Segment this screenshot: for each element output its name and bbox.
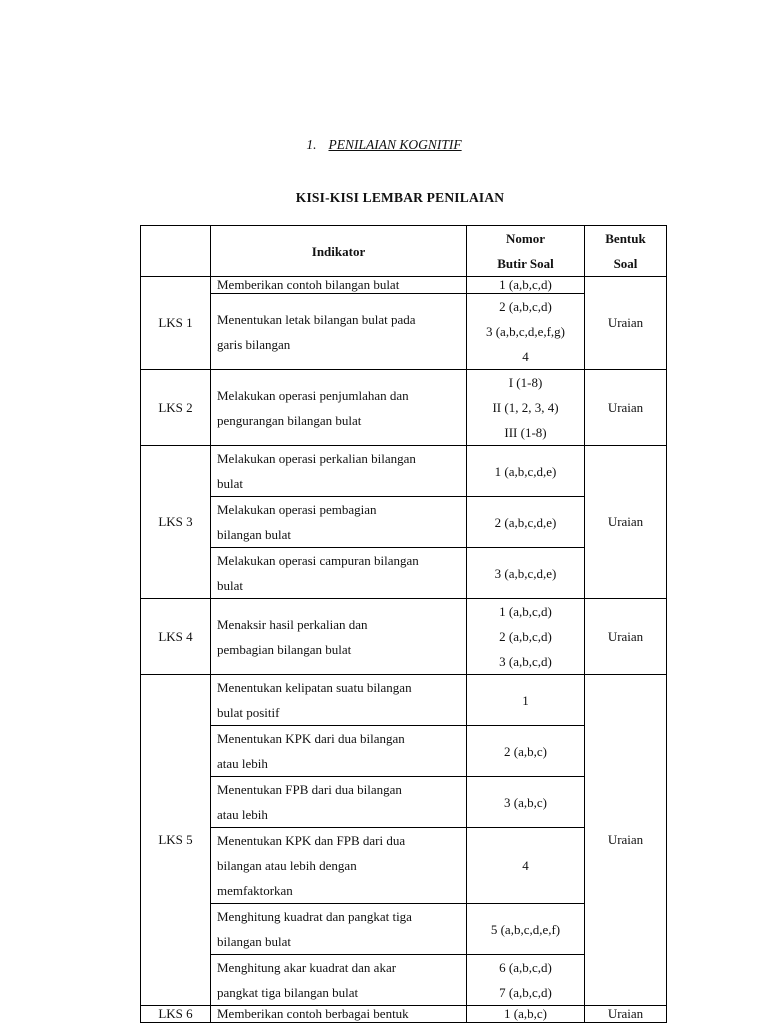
header-nomor-line2: Butir Soal <box>497 256 554 271</box>
lks3-label: LKS 3 <box>141 446 211 599</box>
lks3-indicator-1-line1: Melakukan operasi perkalian bilangan <box>217 451 416 466</box>
lks5-label: LKS 5 <box>141 675 211 1006</box>
lks1-item-2 <box>467 294 585 370</box>
lks1-item-1: 1 (a,b,c,d) <box>467 277 585 294</box>
lks3-item-1: 1 (a,b,c,d,e) <box>467 446 585 497</box>
table-row <box>141 1006 667 1023</box>
lks4-item-line2: 2 (a,b,c,d) <box>499 629 552 644</box>
lks5-indicator-5-line1: Menghitung kuadrat dan pangkat tiga <box>217 909 412 924</box>
table-row <box>141 370 667 446</box>
lks4-bentuk: Uraian <box>585 599 667 675</box>
lks4-item-line3: 3 (a,b,c,d) <box>499 654 552 669</box>
lks5-item-6 <box>467 955 585 1006</box>
lks5-indicator-4-line1: Menentukan KPK dan FPB dari dua <box>217 833 406 848</box>
lks1-item-2-line1: 2 (a,b,c,d) <box>499 299 552 314</box>
lks5-indicator-1 <box>211 675 467 726</box>
lks2-indicator <box>211 370 467 446</box>
lks5-indicator-3-line2: atau lebih <box>217 807 268 822</box>
lks6-label: LKS 6 <box>141 1006 211 1023</box>
table-row <box>141 446 667 497</box>
lks6-indicator: Memberikan contoh berbagai bentuk <box>211 1006 467 1023</box>
lks5-indicator-5-line2: bilangan bulat <box>217 934 292 949</box>
lks6-item: 1 (a,b,c) <box>467 1006 585 1023</box>
lks5-indicator-6-line2: pangkat tiga bilangan bulat <box>217 985 359 1000</box>
lks1-item-2-line2: 3 (a,b,c,d,e,f,g) <box>485 324 566 339</box>
lks4-indicator <box>211 599 467 675</box>
header-indikator: Indikator <box>211 226 467 277</box>
lks2-item-line1: I (1-8) <box>508 375 543 390</box>
lks3-indicator-3 <box>211 548 467 599</box>
section-number: 1. <box>306 137 317 152</box>
lks3-indicator-2-line1: Melakukan operasi pembagian <box>217 502 377 517</box>
section-title: PENILAIAN KOGNITIF <box>328 137 462 152</box>
lks1-item-2-line3: 4 <box>522 349 529 364</box>
lks4-item-line1: 1 (a,b,c,d) <box>499 604 552 619</box>
lks5-item-6-line2: 7 (a,b,c,d) <box>499 985 552 1000</box>
lks5-item-6-line1: 6 (a,b,c,d) <box>499 960 552 975</box>
lks3-indicator-3-line2: bulat <box>217 578 243 593</box>
lks1-indicator-1: Memberikan contoh bilangan bulat <box>211 277 467 294</box>
lks3-indicator-3-line1: Melakukan operasi campuran bilangan <box>217 553 419 568</box>
table-title: KISI-KISI LEMBAR PENILAIAN <box>295 190 505 205</box>
lks5-indicator-2 <box>211 726 467 777</box>
lks2-item-line3: III (1-8) <box>504 425 547 440</box>
lks5-item-4: 4 <box>467 828 585 904</box>
lks5-item-5: 5 (a,b,c,d,e,f) <box>467 904 585 955</box>
header-bentuk <box>585 226 667 277</box>
header-bentuk-line2: Soal <box>613 256 638 271</box>
lks1-indicator-2-line1: Menentukan letak bilangan bulat pada <box>217 311 416 327</box>
lks5-item-2: 2 (a,b,c) <box>467 726 585 777</box>
lks4-label: LKS 4 <box>141 599 211 675</box>
lks5-indicator-3 <box>211 777 467 828</box>
lks5-indicator-5 <box>211 904 467 955</box>
lks5-item-1: 1 <box>467 675 585 726</box>
assessment-grid-table <box>140 225 667 1023</box>
lks5-indicator-4-line2: bilangan atau lebih dengan <box>217 858 357 873</box>
lks1-indicator-2-line2: garis bilangan <box>217 336 291 352</box>
lks4-items <box>467 599 585 675</box>
lks5-bentuk: Uraian <box>585 675 667 1006</box>
lks1-bentuk: Uraian <box>585 277 667 370</box>
table-row <box>141 277 667 294</box>
lks3-indicator-2-line2: bilangan bulat <box>217 527 292 542</box>
lks3-bentuk: Uraian <box>585 446 667 599</box>
lks5-indicator-1-line2: bulat positif <box>217 705 280 720</box>
header-bentuk-line1: Bentuk <box>605 231 646 246</box>
lks5-indicator-2-line1: Menentukan KPK dari dua bilangan <box>217 731 405 746</box>
lks2-item-line2: II (1, 2, 3, 4) <box>492 400 559 415</box>
lks1-label: LKS 1 <box>141 277 211 370</box>
table-row <box>141 675 667 726</box>
lks5-indicator-4 <box>211 828 467 904</box>
lks5-indicator-6 <box>211 955 467 1006</box>
header-nomor <box>467 226 585 277</box>
table-row <box>141 599 667 675</box>
lks5-indicator-4-line3: memfaktorkan <box>217 883 293 898</box>
lks5-item-3: 3 (a,b,c) <box>467 777 585 828</box>
lks1-indicator-2 <box>211 294 467 370</box>
lks5-indicator-3-line1: Menentukan FPB dari dua bilangan <box>217 782 402 797</box>
header-empty <box>141 226 211 277</box>
lks5-indicator-2-line2: atau lebih <box>217 756 268 771</box>
lks2-items <box>467 370 585 446</box>
lks2-indicator-line1: Melakukan operasi penjumlahan dan <box>217 387 409 403</box>
lks4-indicator-line2: pembagian bilangan bulat <box>217 641 352 657</box>
lks6-bentuk: Uraian <box>585 1006 667 1023</box>
lks3-indicator-2 <box>211 497 467 548</box>
lks5-indicator-1-line1: Menentukan kelipatan suatu bilangan <box>217 680 412 695</box>
lks4-indicator-line1: Menaksir hasil perkalian dan <box>217 616 368 632</box>
lks3-item-2: 2 (a,b,c,d,e) <box>467 497 585 548</box>
lks5-indicator-6-line1: Menghitung akar kuadrat dan akar <box>217 960 397 975</box>
header-nomor-line1: Nomor <box>506 231 545 246</box>
header-row <box>141 226 667 277</box>
lks2-bentuk: Uraian <box>585 370 667 446</box>
lks3-indicator-1-line2: bulat <box>217 476 243 491</box>
lks2-indicator-line2: pengurangan bilangan bulat <box>217 412 362 428</box>
lks3-item-3: 3 (a,b,c,d,e) <box>467 548 585 599</box>
section-heading <box>0 137 768 153</box>
lks3-indicator-1 <box>211 446 467 497</box>
lks2-label: LKS 2 <box>141 370 211 446</box>
